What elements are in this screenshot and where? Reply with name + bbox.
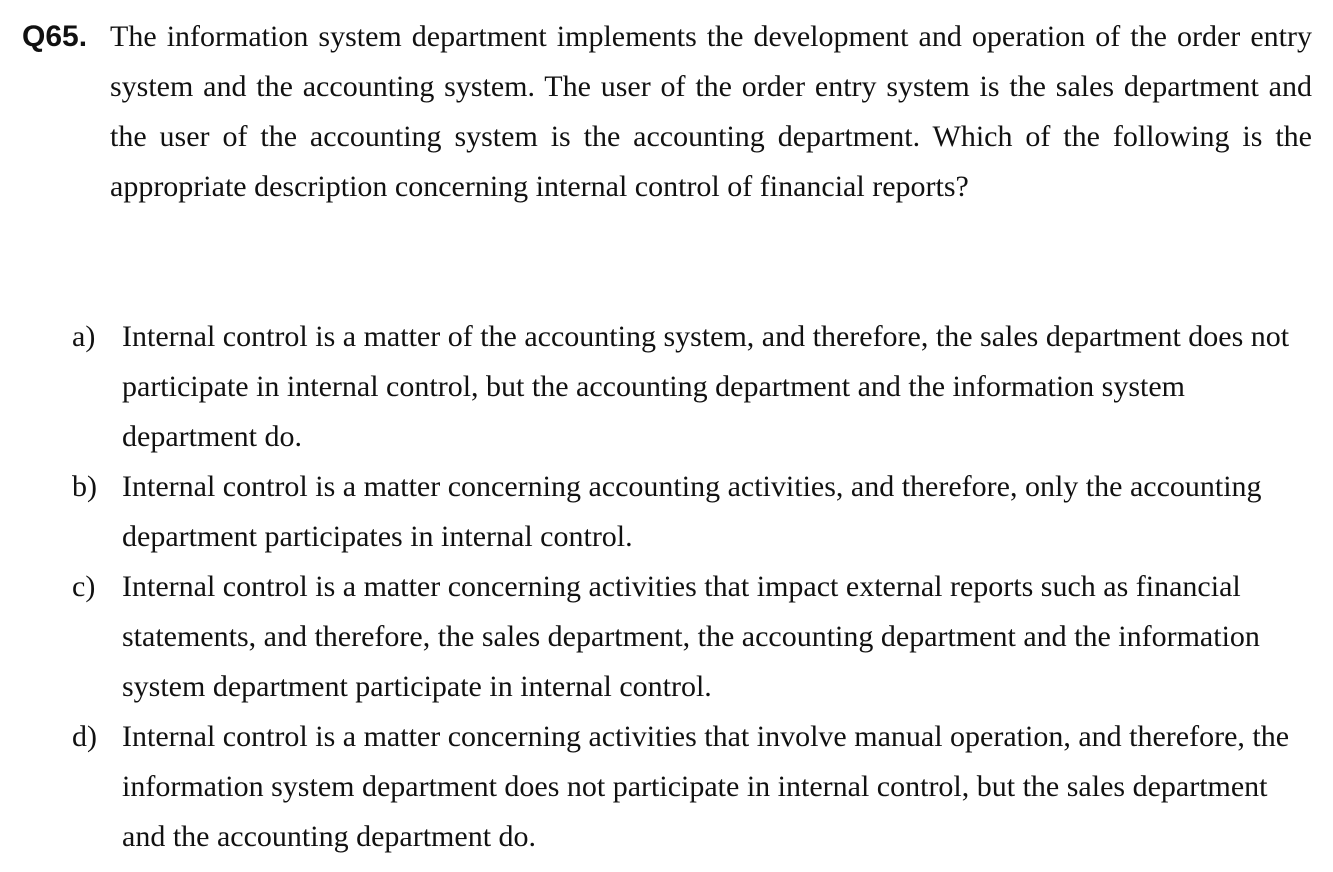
option-b xyxy=(72,462,1312,562)
question-number: Q65. xyxy=(22,20,88,53)
option-a xyxy=(72,312,1312,462)
option-letter: a) xyxy=(72,320,96,353)
option-text: Internal control is a matter concerning accounting activities, and therefore, only the accounting department participates in internal control. xyxy=(122,470,1262,553)
option-c xyxy=(72,562,1312,712)
option-text: Internal control is a matter concerning activities that involve manual operation, and therefore, the information system department does not participate in internal control, but the sales department and the accounting department do. xyxy=(122,720,1290,853)
option-letter: d) xyxy=(72,720,97,753)
option-d xyxy=(72,712,1312,862)
question-block xyxy=(22,12,1312,212)
option-text: Internal control is a matter concerning activities that impact external reports such as financial statements, and therefore, the sales department, the accounting department and the information system department participate in internal control. xyxy=(122,570,1260,703)
option-letter: b) xyxy=(72,470,97,503)
answer-options xyxy=(72,312,1312,862)
option-text: Internal control is a matter of the accounting system, and therefore, the sales department does not participate in internal control, but the accounting department and the information system department do. xyxy=(122,320,1290,453)
option-letter: c) xyxy=(72,570,96,603)
question-text: The information system department implements the development and operation of the order entry system and the accounting system. The user of the order entry system is the sales department and the user of the accounting system is the accounting department. Which of the following is the appropriate description concerning internal control of financial reports? xyxy=(110,20,1312,203)
